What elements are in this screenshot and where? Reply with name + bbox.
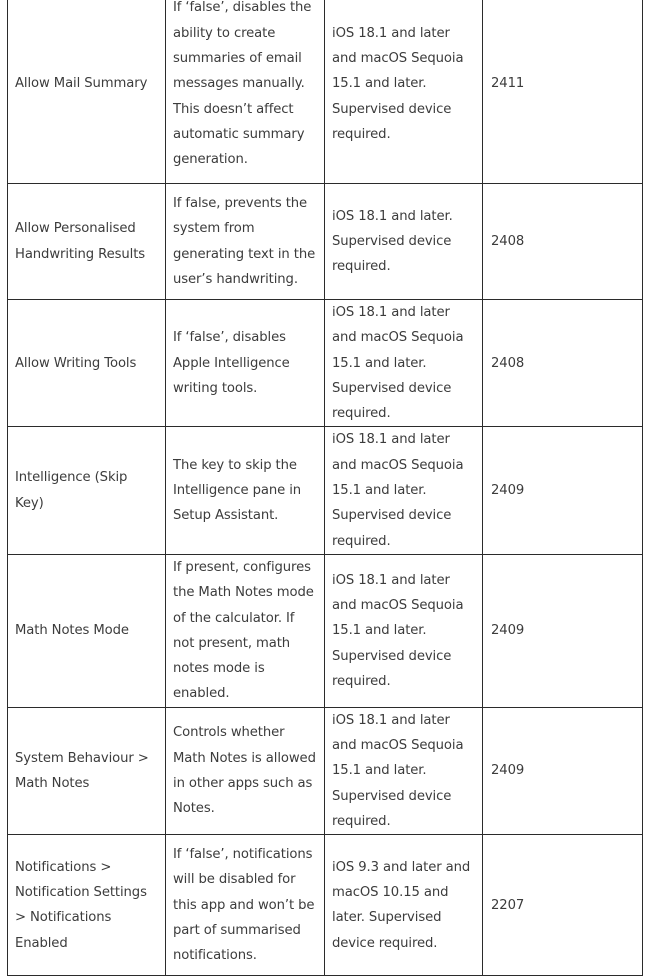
version-cell: 2411 xyxy=(483,0,643,184)
version-cell: 2409 xyxy=(483,427,643,554)
setting-name-cell: Intelligence (Skip Key) xyxy=(8,427,166,554)
description-cell: If ‘false’, disables Apple Intelligence writing tools. xyxy=(166,300,325,427)
restrictions-table-container xyxy=(7,0,643,976)
description-cell: If present, configures the Math Notes mode of the calculator. If not present, math notes mode is enabled. xyxy=(166,554,325,707)
availability-cell: iOS 18.1 and later and macOS Sequoia 15.1 and later. Supervised device required. xyxy=(325,300,483,427)
availability-cell: iOS 9.3 and later and macOS 10.15 and later. Supervised device required. xyxy=(325,835,483,976)
table-row xyxy=(8,300,643,427)
table-row xyxy=(8,427,643,554)
setting-name-cell: Notifications > Notification Settings > Notifications Enabled xyxy=(8,835,166,976)
availability-cell: iOS 18.1 and later. Supervised device required. xyxy=(325,184,483,300)
table-row xyxy=(8,184,643,300)
table-row xyxy=(8,554,643,707)
setting-name-cell: Allow Personalised Handwriting Results xyxy=(8,184,166,300)
description-cell: If ‘false’, disables the ability to create summaries of email messages manually. This doesn’t affect automatic summary generation. xyxy=(166,0,325,184)
table-row xyxy=(8,835,643,976)
version-cell: 2409 xyxy=(483,707,643,834)
setting-name-cell: Allow Mail Summary xyxy=(8,0,166,184)
availability-cell: iOS 18.1 and later and macOS Sequoia 15.1 and later. Supervised device required. xyxy=(325,427,483,554)
version-cell: 2207 xyxy=(483,835,643,976)
table-row xyxy=(8,707,643,834)
table-row xyxy=(8,0,643,184)
availability-cell: iOS 18.1 and later and macOS Sequoia 15.1 and later. Supervised device required. xyxy=(325,0,483,184)
restrictions-table xyxy=(7,0,643,976)
version-cell: 2408 xyxy=(483,184,643,300)
setting-name-cell: System Behaviour > Math Notes xyxy=(8,707,166,834)
description-cell: Controls whether Math Notes is allowed in other apps such as Notes. xyxy=(166,707,325,834)
availability-cell: iOS 18.1 and later and macOS Sequoia 15.1 and later. Supervised device required. xyxy=(325,554,483,707)
version-cell: 2409 xyxy=(483,554,643,707)
setting-name-cell: Math Notes Mode xyxy=(8,554,166,707)
setting-name-cell: Allow Writing Tools xyxy=(8,300,166,427)
description-cell: If false, prevents the system from generating text in the user’s handwriting. xyxy=(166,184,325,300)
description-cell: If ‘false’, notifications will be disabled for this app and won’t be part of summarised notifications. xyxy=(166,835,325,976)
version-cell: 2408 xyxy=(483,300,643,427)
availability-cell: iOS 18.1 and later and macOS Sequoia 15.1 and later. Supervised device required. xyxy=(325,707,483,834)
description-cell: The key to skip the Intelligence pane in Setup Assistant. xyxy=(166,427,325,554)
